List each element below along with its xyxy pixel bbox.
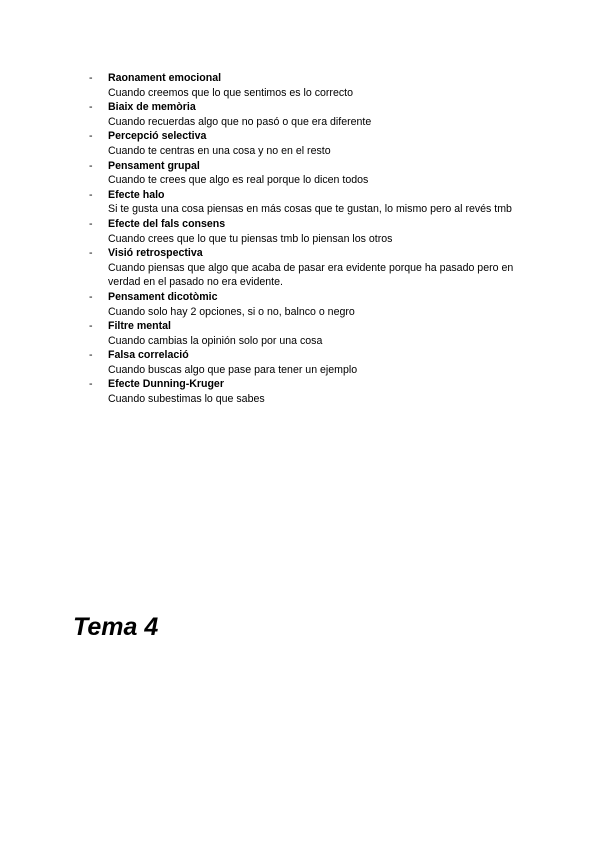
list-item [86, 348, 526, 377]
bias-definition: Si te gusta una cosa piensas en más cosas que te gustan, lo mismo pero al revés tmb [108, 203, 512, 216]
list-item [86, 217, 526, 246]
bias-definition: Cuando buscas algo que pase para tener un ejemplo [108, 363, 358, 376]
bias-term: Visió retrospectiva [108, 247, 203, 260]
list-bullet: - [89, 247, 93, 260]
list-item [86, 188, 526, 217]
bias-term: Efecte del fals consens [108, 217, 226, 230]
list-bullet: - [89, 72, 93, 84]
list-item [86, 246, 526, 290]
list-item [86, 159, 526, 188]
bias-definition: Cuando te centras en una cosa y no en el resto [108, 144, 331, 157]
list-bullet: - [89, 217, 93, 230]
bias-term: Biaix de memòria [108, 101, 196, 114]
list-bullet: - [89, 101, 93, 114]
bias-definition: Cuando piensas que algo que acaba de pasar era evidente porque ha pasado pero en verdad en el pasado no era evidente. [108, 261, 514, 289]
list-bullet: - [89, 349, 93, 362]
bias-term: Efecte Dunning-Kruger [108, 378, 224, 391]
bias-definition: Cuando te crees que algo es real porque lo dicen todos [108, 174, 369, 187]
list-item [86, 71, 526, 100]
list-bullet: - [89, 159, 93, 172]
list-item [86, 319, 526, 348]
list-bullet: - [89, 378, 93, 391]
bias-term: Raonament emocional [108, 72, 222, 84]
bias-term: Falsa correlació [108, 349, 189, 362]
list-item [86, 290, 526, 319]
bias-term: Filtre mental [108, 320, 171, 333]
bias-definition: Cuando solo hay 2 opciones, si o no, balnco o negro [108, 305, 355, 318]
bias-definition: Cuando recuerdas algo que no pasó o que era diferente [108, 115, 372, 128]
list-bullet: - [89, 290, 93, 303]
bias-term: Pensament grupal [108, 159, 200, 172]
bias-definition: Cuando creemos que lo que sentimos es lo correcto [108, 86, 353, 99]
list-item [86, 100, 526, 129]
bias-definition: Cuando crees que lo que tu piensas tmb lo piensan los otros [108, 232, 393, 245]
bias-term: Percepció selectiva [108, 130, 207, 143]
section-heading: Tema 4 [73, 613, 159, 641]
bias-term: Pensament dicotòmic [108, 290, 218, 303]
list-item [86, 129, 526, 158]
list-bullet: - [89, 320, 93, 333]
bias-term: Efecte halo [108, 188, 165, 201]
list-item [86, 377, 526, 406]
cognitive-bias-list [86, 71, 526, 407]
bias-definition: Cuando cambias la opinión solo por una cosa [108, 334, 323, 347]
list-bullet: - [89, 130, 93, 143]
list-bullet: - [89, 188, 93, 201]
bias-definition: Cuando subestimas lo que sabes [108, 393, 265, 406]
